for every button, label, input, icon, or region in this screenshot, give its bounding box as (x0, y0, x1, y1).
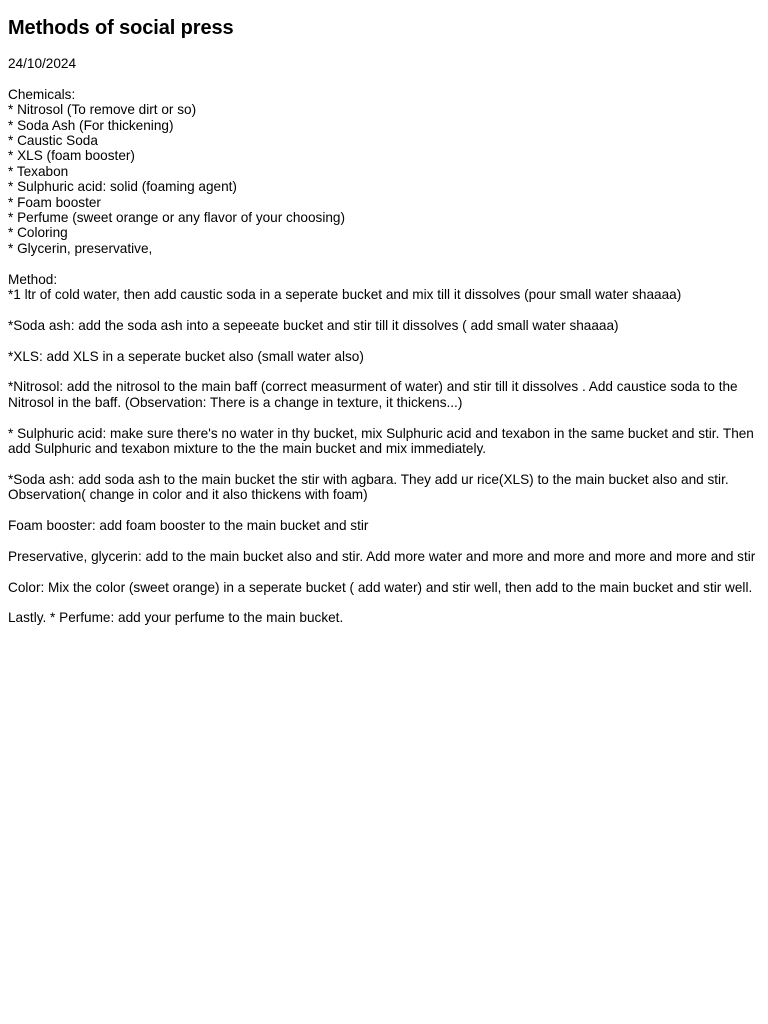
method-step: *Soda ash: add the soda ash into a sepeeate bucket and stir till it dissolves ( add small water shaaaa) (8, 317, 619, 333)
method-step: Foam booster: add foam booster to the main bucket and stir (8, 518, 369, 534)
method-heading: Method: (8, 271, 58, 287)
note-body (8, 56, 760, 626)
method-step: *XLS: add XLS in a seperate bucket also (small water also) (8, 348, 364, 364)
method-step: *1 ltr of cold water, then add caustic soda in a seperate bucket and mix till it dissolves (pour small water shaaaa) (8, 287, 682, 303)
blank-line (8, 564, 760, 579)
note-date: 24/10/2024 (8, 56, 77, 71)
blank-line (8, 456, 760, 471)
blank-line (8, 364, 760, 379)
chemical-item: * Nitrosol (To remove dirt or so) (8, 102, 197, 118)
note-title: Methods of social press (8, 17, 234, 39)
method-steps (8, 287, 760, 626)
note-page (8, 0, 760, 626)
chemicals-list (8, 102, 760, 256)
chemical-item: * Soda Ash (For thickening) (8, 117, 174, 133)
chemical-item: * Perfume (sweet orange or any flavor of your choosing) (8, 210, 345, 226)
blank-line (8, 503, 760, 518)
chemical-item: * Caustic Soda (8, 133, 98, 149)
chemical-item: * Foam booster (8, 194, 101, 210)
blank-line (8, 302, 760, 317)
blank-line (8, 533, 760, 548)
method-step: *Nitrosol: add the nitrosol to the main baff (correct measurment of water) and stir till it dissolves . Add caustice soda to the Nitrosol in the baff. (Observation: There is a change in texture, it thickens...) (8, 379, 738, 410)
chemical-item: * Coloring (8, 225, 68, 241)
method-step: Color: Mix the color (sweet orange) in a seperate bucket ( add water) and stir well, then add to the main bucket and stir well. (8, 579, 753, 595)
method-step: Preservative, glycerin: add to the main bucket also and stir. Add more water and more and more and more and more and stir (8, 548, 756, 564)
method-step: * Sulphuric acid: make sure there's no water in thy bucket, mix Sulphuric acid and texabon in the same bucket and stir. Then add Sulphuric and texabon mixture to the the main bucket and mix immediately. (8, 425, 754, 457)
blank-line (8, 256, 760, 271)
blank-line (8, 333, 760, 348)
chemical-item: * Glycerin, preservative, (8, 240, 153, 256)
chemical-item: * Sulphuric acid: solid (foaming agent) (8, 179, 237, 195)
chemicals-heading: Chemicals: (8, 86, 76, 102)
method-step: Lastly. * Perfume: add your perfume to the main bucket. (8, 610, 344, 626)
blank-line (8, 71, 760, 86)
method-step: *Soda ash: add soda ash to the main bucket the stir with agbara. They add ur rice(XLS) to the main bucket also and stir. Observation( change in color and it also thickens with foam) (8, 471, 729, 503)
chemical-item: * Texabon (8, 163, 69, 179)
chemical-item: * XLS (foam booster) (8, 148, 135, 164)
blank-line (8, 410, 760, 425)
blank-line (8, 595, 760, 610)
